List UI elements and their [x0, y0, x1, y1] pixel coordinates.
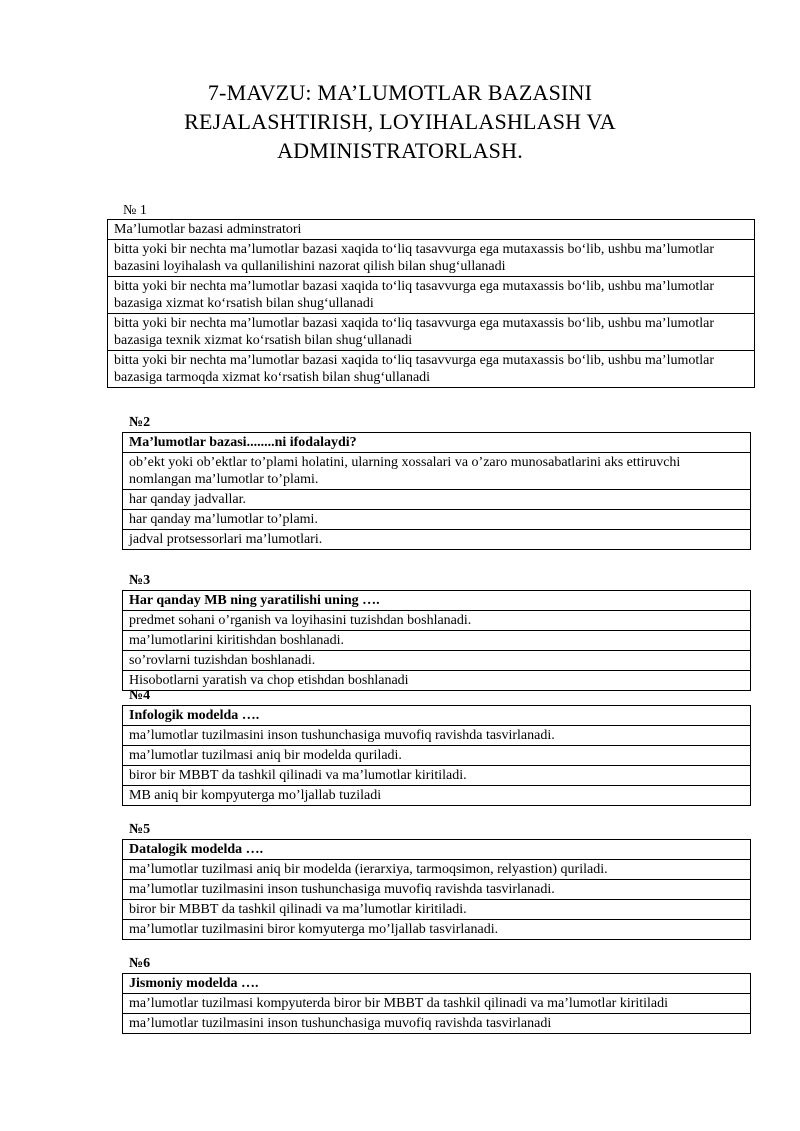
title-line-2: REJALASHTIRISH, LOYIHALASHLASH VA: [184, 109, 616, 134]
answer-option: ma’lumotlar tuzilmasi aniq bir modelda quriladi.: [123, 746, 751, 766]
question-table-1: [107, 219, 755, 388]
question-text: Ma’lumotlar bazasi........ni ifodalaydi?: [123, 433, 751, 453]
answer-option: bitta yoki bir nechta ma’lumotlar bazasi xaqida to‘liq tasavvurga ega mutaxassis bo‘lib, ushbu ma’lumotlar bazasiga tarmoqda xizmat ko‘rsatish bilan shug‘ullanadi: [108, 351, 755, 388]
answer-option: bitta yoki bir nechta ma’lumotlar bazasi xaqida to‘liq tasavvurga ega mutaxassis bo‘lib, ushbu ma’lumotlar bazasiga xizmat ko‘rsatish bilan shug‘ullanadi: [108, 277, 755, 314]
question-text: Jismoniy modelda ….: [123, 974, 751, 994]
answer-option: jadval protsessorlari ma’lumotlari.: [123, 530, 751, 550]
answer-option: biror bir MBBT da tashkil qilinadi va ma’lumotlar kiritiladi.: [123, 766, 751, 786]
question-number: №3: [129, 573, 151, 588]
answer-option: biror bir MBBT da tashkil qilinadi va ma’lumotlar kiritiladi.: [123, 900, 751, 920]
answer-option: predmet sohani o’rganish va loyihasini tuzishdan boshlanadi.: [123, 611, 751, 631]
question-number: №4: [129, 688, 151, 703]
answer-option: bitta yoki bir nechta ma’lumotlar bazasi xaqida to‘liq tasavvurga ega mutaxassis bo‘lib, ushbu ma’lumotlar bazasini loyihalash va qullanilishini nazorat qilish bilan shug‘ullanadi: [108, 240, 755, 277]
title-line-1: 7-MAVZU: MA’LUMOTLAR BAZASINI: [207, 80, 593, 105]
answer-option: Hisobotlarni yaratish va chop etishdan boshlanadi: [123, 671, 751, 691]
answer-option: ma’lumotlar tuzilmasi aniq bir modelda (ierarxiya, tarmoqsimon, relyastion) quriladi.: [123, 860, 751, 880]
question-number: № 1: [123, 203, 147, 218]
question-text: Har qanday MB ning yaratilishi uning ….: [123, 591, 751, 611]
question-table-3: [122, 590, 751, 691]
question-number: №5: [129, 822, 151, 837]
answer-option: bitta yoki bir nechta ma’lumotlar bazasi xaqida to‘liq tasavvurga ega mutaxassis bo‘lib, ushbu ma’lumotlar bazasiga texnik xizmat ko‘rsatish bilan shug‘ullanadi: [108, 314, 755, 351]
answer-option: ma’lumotlar tuzilmasini biror komyuterga mo’ljallab tasvirlanadi.: [123, 920, 751, 940]
question-text: Datalogik modelda ….: [123, 840, 751, 860]
answer-option: har qanday ma’lumotlar to’plami.: [123, 510, 751, 530]
question-text: Infologik modelda ….: [123, 706, 751, 726]
answer-option: ma’lumotlar tuzilmasini inson tushunchasiga muvofiq ravishda tasvirlanadi: [123, 1014, 751, 1034]
answer-option: ma’lumotlarini kiritishdan boshlanadi.: [123, 631, 751, 651]
answer-option: ma’lumotlar tuzilmasi kompyuterda biror bir MBBT da tashkil qilinadi va ma’lumotlar kiritiladi: [123, 994, 751, 1014]
answer-option: ma’lumotlar tuzilmasini inson tushunchasiga muvofiq ravishda tasvirlanadi.: [123, 880, 751, 900]
page-title: [0, 78, 800, 165]
title-line-3: ADMINISTRATORLASH.: [277, 138, 523, 163]
answer-option: MB aniq bir kompyuterga mo’ljallab tuziladi: [123, 786, 751, 806]
answer-option: so’rovlarni tuzishdan boshlanadi.: [123, 651, 751, 671]
answer-option: har qanday jadvallar.: [123, 490, 751, 510]
question-number: №2: [129, 415, 151, 430]
question-table-2: [122, 432, 751, 550]
answer-option: ma’lumotlar tuzilmasini inson tushunchasiga muvofiq ravishda tasvirlanadi.: [123, 726, 751, 746]
question-number: №6: [129, 956, 151, 971]
question-table-5: [122, 839, 751, 940]
question-table-6: [122, 973, 751, 1034]
answer-option: ob’ekt yoki ob’ektlar to’plami holatini, ularning xossalari va o’zaro munosabatlarini aks ettiruvchi nomlangan ma’lumotlar to’plami.: [123, 453, 751, 490]
question-text: Ma’lumotlar bazasi adminstratori: [108, 220, 755, 240]
question-table-4: [122, 705, 751, 806]
